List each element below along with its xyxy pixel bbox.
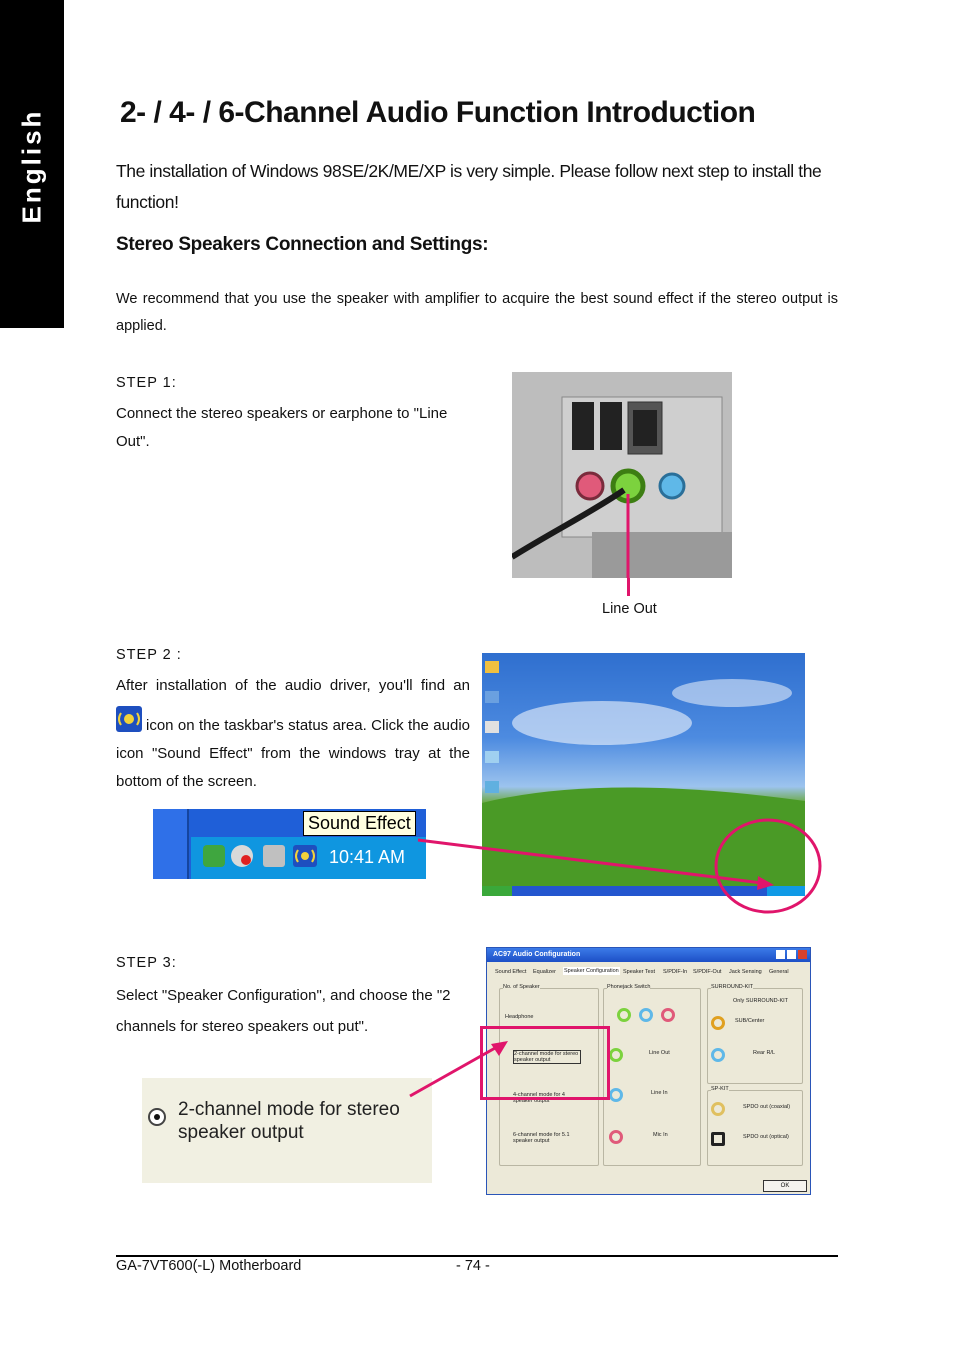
help-button[interactable]	[776, 950, 785, 959]
option-4-channel[interactable]: 4-channel mode for 4 speaker output	[513, 1092, 565, 1104]
tray-clock: 10:41 AM	[329, 847, 406, 867]
phonejack-label: Phonejack Switch	[607, 984, 651, 990]
zoom-option-panel	[142, 1078, 432, 1183]
radio-selected[interactable]	[148, 1108, 166, 1126]
callout-line	[627, 578, 630, 596]
spdif-optical-label: SPDO out (optical)	[743, 1134, 789, 1140]
footer-rule	[116, 1255, 838, 1257]
line-out-caption: Line Out	[602, 601, 657, 617]
spdif-coaxial-jack	[711, 1102, 725, 1116]
mic-in-label: Mic In	[653, 1132, 668, 1138]
section-text: We recommend that you use the speaker with amplifier to acquire the best sound effect if the stereo output is applied.	[116, 291, 838, 334]
mic-in-jack	[609, 1130, 623, 1144]
jack-pink	[661, 1008, 675, 1022]
tab-jack-sensing[interactable]: Jack Sensing	[729, 969, 762, 975]
tab-speaker-test[interactable]: Speaker Test	[623, 969, 656, 975]
highlight-box	[480, 1026, 610, 1100]
tray-sound-effect-icon[interactable]	[293, 845, 317, 867]
dialog-title: AC97 Audio Configuration	[487, 948, 810, 962]
tab-spdif-out[interactable]: S/PDIF-Out	[693, 969, 722, 975]
option-6-channel[interactable]: 6-channel mode for 5.1 speaker output	[513, 1132, 570, 1144]
step2-label: STEP 2 :	[116, 647, 182, 663]
ok-button[interactable]: OK	[763, 1180, 807, 1192]
tab-spdif-in[interactable]: S/PDIF-In	[663, 969, 688, 975]
tab-speaker-configuration[interactable]: Speaker Configuration	[564, 968, 619, 974]
language-label: English	[16, 108, 47, 224]
line-out-label: Line Out	[649, 1050, 670, 1056]
spdif-coaxial-label: SPDO out (coaxial)	[743, 1104, 791, 1110]
page-title: 2- / 4- / 6-Channel Audio Function Introduction	[120, 96, 756, 129]
jack-blue	[639, 1008, 653, 1022]
zoom-option-label: 2-channel mode for stereo speaker output	[178, 1099, 400, 1143]
option-headphone[interactable]: Headphone	[505, 1014, 534, 1020]
intro-text: The installation of Windows 98SE/2K/ME/XP is very simple. Please follow next step to install the function!	[116, 161, 822, 212]
surround-label: SURROUND-KIT	[711, 984, 754, 990]
rear-jack	[711, 1048, 725, 1062]
tray-icon-printer[interactable]	[263, 845, 285, 867]
spkit-group	[707, 1090, 803, 1166]
step3-text: Select "Speaker Configuration", and choose the "2 channels for stereo speakers out put".	[116, 987, 451, 1035]
line-in-jack	[609, 1088, 623, 1102]
sound-effect-tooltip: Sound Effect	[303, 811, 416, 836]
step1-label: STEP 1:	[116, 375, 177, 391]
step1-text: Connect the stereo speakers or earphone to "Line Out".	[116, 405, 448, 450]
step3-label: STEP 3:	[116, 955, 177, 971]
back-panel-photo	[512, 372, 732, 578]
minimize-button[interactable]	[787, 950, 796, 959]
option-2-channel[interactable]: 2-channel mode for stereo speaker output	[513, 1050, 581, 1064]
section-heading: Stereo Speakers Connection and Settings:	[116, 234, 489, 255]
footer-page-number: - 74 -	[456, 1258, 490, 1274]
step2-text-line1: After installation of the audio driver, you'll find an	[116, 677, 470, 694]
only-surround-checkbox[interactable]: Only SURROUND-KIT	[733, 998, 789, 1004]
taskbar-tray-zoom	[153, 809, 426, 879]
tray-error-icon	[241, 855, 251, 865]
sub-center-jack	[711, 1016, 725, 1030]
speaker-count-label: No. of Speaker	[503, 984, 540, 990]
jack-green	[617, 1008, 631, 1022]
line-out-jack	[609, 1048, 623, 1062]
step2-text-rest: icon on the taskbar's status area. Click the audio icon "Sound Effect" from the windows tray at the bottom of the screen.	[116, 717, 470, 790]
taskbar-edge	[153, 809, 189, 879]
desktop-screenshot	[482, 653, 805, 896]
close-button[interactable]	[798, 950, 807, 959]
tab-general[interactable]: General	[769, 969, 789, 975]
spkit-label: SP-KIT	[711, 1086, 729, 1092]
tab-equalizer[interactable]: Equalizer	[533, 969, 556, 975]
sub-center-label: SUB/Center	[735, 1018, 765, 1024]
language-tab	[0, 0, 64, 328]
spdif-optical-jack	[711, 1132, 725, 1146]
line-in-label: Line In	[651, 1090, 668, 1096]
window-controls	[776, 950, 807, 959]
tray-icon-network[interactable]	[203, 845, 225, 867]
rear-label: Rear R/L	[753, 1050, 776, 1056]
footer-product: GA-7VT600(-L) Motherboard	[116, 1258, 302, 1274]
tab-sound-effect[interactable]: Sound Effect	[495, 969, 527, 975]
